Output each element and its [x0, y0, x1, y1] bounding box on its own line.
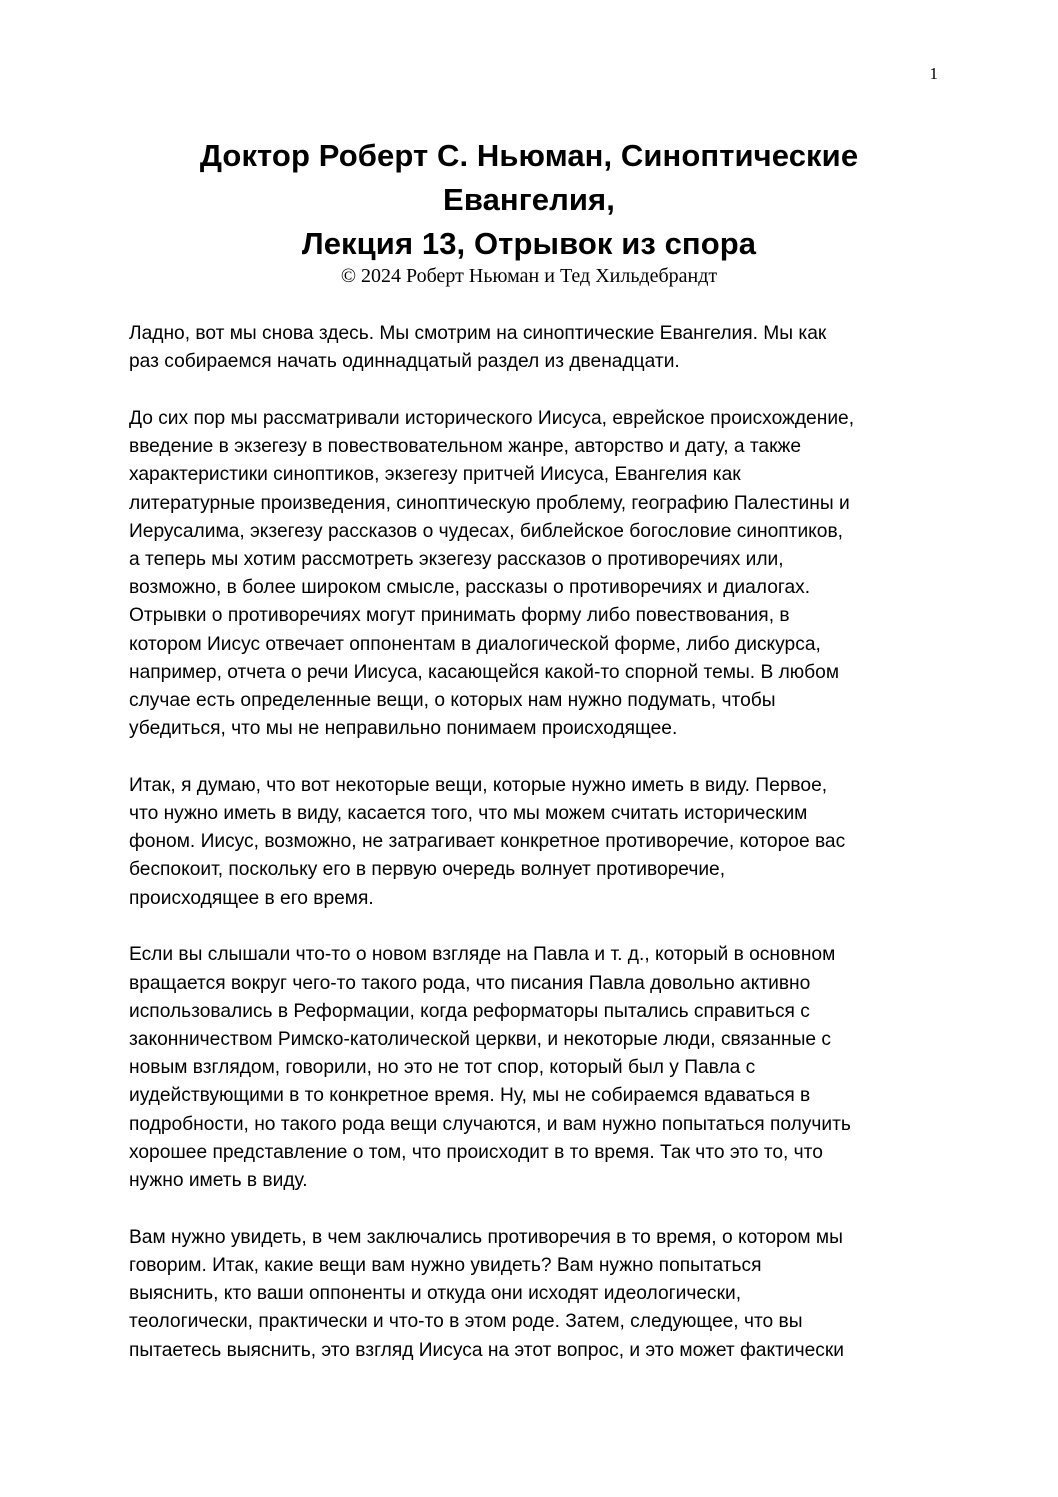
text-line: происходящее в его время. [129, 887, 374, 909]
text-line: беспокоит, поскольку его в первую очередь волнует противоречие, [129, 859, 726, 881]
text-line: Вам нужно увидеть, в чем заключались противоречия в то время, о котором мы [129, 1226, 843, 1248]
text-line: Иерусалима, экзегезу рассказов о чудесах, библейское богословие синоптиков, [129, 520, 843, 542]
paragraph-4 [129, 941, 944, 1195]
text-line: что нужно иметь в виду, касается того, что мы можем считать историческим [129, 803, 808, 825]
body-text [129, 320, 944, 1393]
text-line: нужно иметь в виду. [129, 1169, 308, 1191]
title-block [100, 134, 958, 288]
text-line: например, отчета о речи Иисуса, касающейся какой-то спорной темы. В любом [129, 661, 840, 683]
text-line: пытаетесь выяснить, это взгляд Иисуса на этот вопрос, и это может фактически [129, 1339, 844, 1361]
text-line: новым взглядом, говорили, но это не тот спор, который был у Павла с [129, 1057, 756, 1079]
text-line: вращается вокруг чего-то такого рода, что писания Павла довольно активно [129, 972, 811, 994]
text-line: теологически, практически и что-то в этом роде. Затем, следующее, что вы [129, 1311, 803, 1333]
page-number: 1 [929, 64, 938, 83]
text-line: иудействующими в то конкретное время. Ну, мы не собираемся вдаваться в [129, 1085, 811, 1107]
text-line: выяснить, кто ваши оппоненты и откуда они исходят идеологически, [129, 1283, 742, 1305]
paragraph-3 [129, 772, 944, 913]
text-line: фоном. Иисус, возможно, не затрагивает конкретное противоречие, которое вас [129, 831, 846, 853]
text-line: Ладно, вот мы снова здесь. Мы смотрим на синоптические Евангелия. Мы как [129, 323, 827, 344]
paragraph-1 [129, 320, 944, 376]
copyright-line: © 2024 Роберт Ньюман и Тед Хильдебрандт [340, 265, 718, 287]
text-line: Отрывки о противоречиях могут принимать форму либо повествования, в [129, 605, 790, 627]
text-line: возможно, в более широком смысле, рассказы о противоречиях и диалогах. [129, 577, 811, 599]
text-line: говорим. Итак, какие вещи вам нужно увидеть? Вам нужно попытаться [129, 1254, 762, 1276]
text-line: а теперь мы хотим рассмотреть экзегезу рассказов о противоречиях или, [129, 548, 784, 570]
text-line: литературные произведения, синоптическую проблему, географию Палестины и [129, 492, 850, 514]
title-line-3: Лекция 13, Отрывок из спора [301, 226, 757, 261]
paragraph-5 [129, 1224, 944, 1365]
text-line: использовались в Реформации, когда реформаторы пытались справиться с [129, 1000, 810, 1022]
title-line-2: Евангелия, [443, 182, 615, 217]
paragraph-2 [129, 405, 944, 743]
text-line: Если вы слышали что-то о новом взгляде на Павла и т. д., который в основном [129, 944, 836, 966]
text-line: раз собираемся начать одиннадцатый раздел из двенадцати. [129, 351, 680, 373]
text-line: случае есть определенные вещи, о которых нам нужно подумать, чтобы [129, 689, 776, 711]
text-line: котором Иисус отвечает оппонентам в диалогической форме, либо дискурса, [129, 633, 821, 655]
text-line: До сих пор мы рассматривали исторического Иисуса, еврейское происхождение, [129, 407, 855, 429]
text-line: введение в экзегезу в повествовательном жанре, авторство и дату, а также [129, 436, 801, 458]
text-line: хорошее представление о том, что происходит в то время. Так что это то, что [129, 1141, 823, 1163]
text-line: характеристики синоптиков, экзегезу притчей Иисуса, Евангелия как [129, 464, 741, 486]
text-line: Итак, я думаю, что вот некоторые вещи, которые нужно иметь в виду. Первое, [129, 774, 828, 796]
text-line: подробности, но такого рода вещи случаются, и вам нужно попытаться получить [129, 1113, 851, 1135]
title-line-1: Доктор Роберт С. Ньюман, Синоптические [199, 138, 859, 173]
text-line: убедиться, что мы не неправильно понимаем происходящее. [129, 718, 678, 740]
text-line: законничеством Римско-католической церкви, и некоторые люди, связанные с [129, 1028, 831, 1050]
